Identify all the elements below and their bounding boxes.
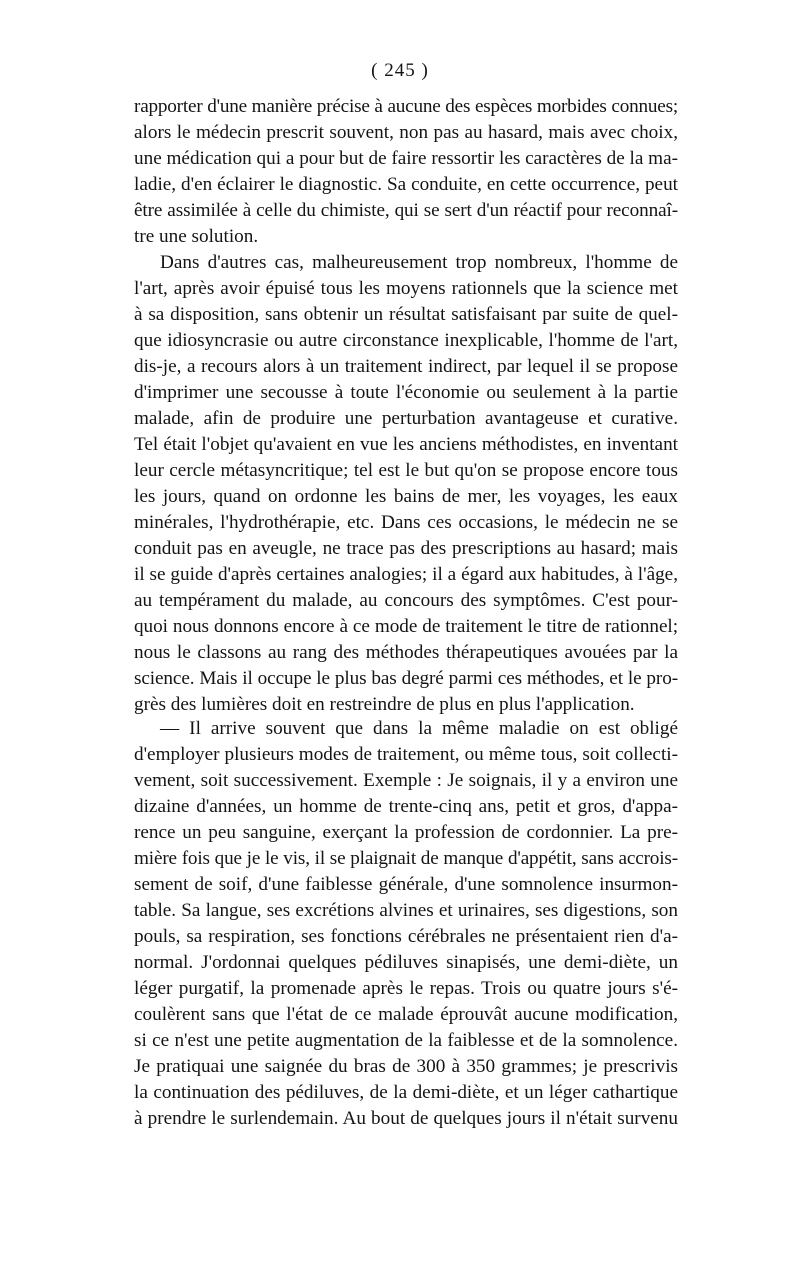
text-line: sement de soif, d'une faiblesse générale, d'une somnolence insurmon-	[134, 874, 678, 895]
text-line: conduit pas en aveugle, ne trace pas des prescriptions au hasard; mais	[134, 538, 678, 559]
text-line: nous le classons au rang des méthodes thérapeutiques avouées par la	[134, 642, 678, 663]
text-line: Tel était l'objet qu'avaient en vue les anciens méthodistes, en inventant	[134, 434, 678, 455]
text-line: la continuation des pédiluves, de la demi-diète, et un léger cathartique	[134, 1082, 678, 1103]
text-line: Dans d'autres cas, malheureusement trop nombreux, l'homme de	[160, 252, 678, 273]
text-line: il se guide d'après certaines analogies; il a égard aux habitudes, à l'âge,	[134, 564, 678, 585]
text-block-bottom	[134, 716, 678, 1132]
text-block-top	[134, 94, 678, 718]
text-line: être assimilée à celle du chimiste, qui se sert d'un réactif pour reconnaî-	[134, 200, 678, 221]
text-line: mière fois que je le vis, il se plaignait de manque d'appétit, sans accrois-	[134, 848, 678, 869]
text-line: pouls, sa respiration, ses fonctions cérébrales ne présentaient rien d'a-	[134, 926, 678, 947]
text-line: malade, afin de produire une perturbation avantageuse et curative.	[134, 408, 678, 429]
text-line: science. Mais il occupe le plus bas degré parmi ces méthodes, et le pro-	[134, 668, 678, 689]
text-line: d'imprimer une secousse à toute l'économie ou seulement à la partie	[134, 382, 678, 403]
text-line: au tempérament du malade, au concours des symptômes. C'est pour-	[134, 590, 678, 611]
text-line: — Il arrive souvent que dans la même maladie on est obligé	[160, 718, 678, 739]
text-line: à prendre le surlendemain. Au bout de quelques jours il n'était survenu	[134, 1108, 678, 1129]
paragraph-case-example	[134, 716, 678, 1132]
text-line: rence un peu sanguine, exerçant la profession de cordonnier. La pre-	[134, 822, 678, 843]
text-line: tre une solution.	[134, 226, 259, 247]
text-line: si ce n'est une petite augmentation de la faiblesse et de la somnolence.	[134, 1030, 678, 1051]
text-line: dis-je, a recours alors à un traitement indirect, par lequel il se propose	[134, 356, 678, 377]
text-line: table. Sa langue, ses excrétions alvines et urinaires, ses digestions, son	[134, 900, 678, 921]
text-line: d'employer plusieurs modes de traitement, ou même tous, soit collecti-	[134, 744, 678, 765]
text-line: dizaine d'années, un homme de trente-cinq ans, petit et gros, d'appa-	[134, 796, 678, 817]
text-line: leur cercle métasyncritique; tel est le but qu'on se propose encore tous	[134, 460, 678, 481]
text-line: vement, soit successivement. Exemple : Je soignais, il y a environ une	[134, 770, 678, 791]
text-line: rapporter d'une manière précise à aucune des espèces morbides connues;	[134, 96, 678, 117]
text-line: que idiosyncrasie ou autre circonstance inexplicable, l'homme de l'art,	[134, 330, 678, 351]
text-line: Je pratiquai une saignée du bras de 300 à 350 grammes; je prescrivis	[134, 1056, 678, 1077]
text-line: alors le médecin prescrit souvent, non pas au hasard, mais avec choix,	[134, 122, 678, 143]
text-line: normal. J'ordonnai quelques pédiluves sinapisés, une demi-diète, un	[134, 952, 678, 973]
text-line: quoi nous donnons encore à ce mode de traitement le titre de rationnel;	[134, 616, 678, 637]
text-line: l'art, après avoir épuisé tous les moyens rationnels que la science met	[134, 278, 678, 299]
text-line: coulèrent sans que l'état de ce malade éprouvât aucune modification,	[134, 1004, 678, 1025]
paragraph-indirect-treatment	[134, 250, 678, 718]
text-line: une médication qui a pour but de faire ressortir les caractères de la ma-	[134, 148, 678, 169]
text-line: léger purgatif, la promenade après le repas. Trois ou quatre jours s'é-	[134, 978, 678, 999]
text-line: grès des lumières doit en restreindre de plus en plus l'application.	[134, 694, 635, 715]
text-line: minérales, l'hydrothérapie, etc. Dans ces occasions, le médecin ne se	[134, 512, 678, 533]
paragraph-continuation	[134, 94, 678, 250]
text-line: à sa disposition, sans obtenir un résultat satisfaisant par suite de quel-	[134, 304, 678, 325]
text-line: ladie, d'en éclairer le diagnostic. Sa conduite, en cette occurrence, peut	[134, 174, 678, 195]
page-number: ( 245 )	[371, 60, 429, 81]
text-line: les jours, quand on ordonne les bains de mer, les voyages, les eaux	[134, 486, 678, 507]
